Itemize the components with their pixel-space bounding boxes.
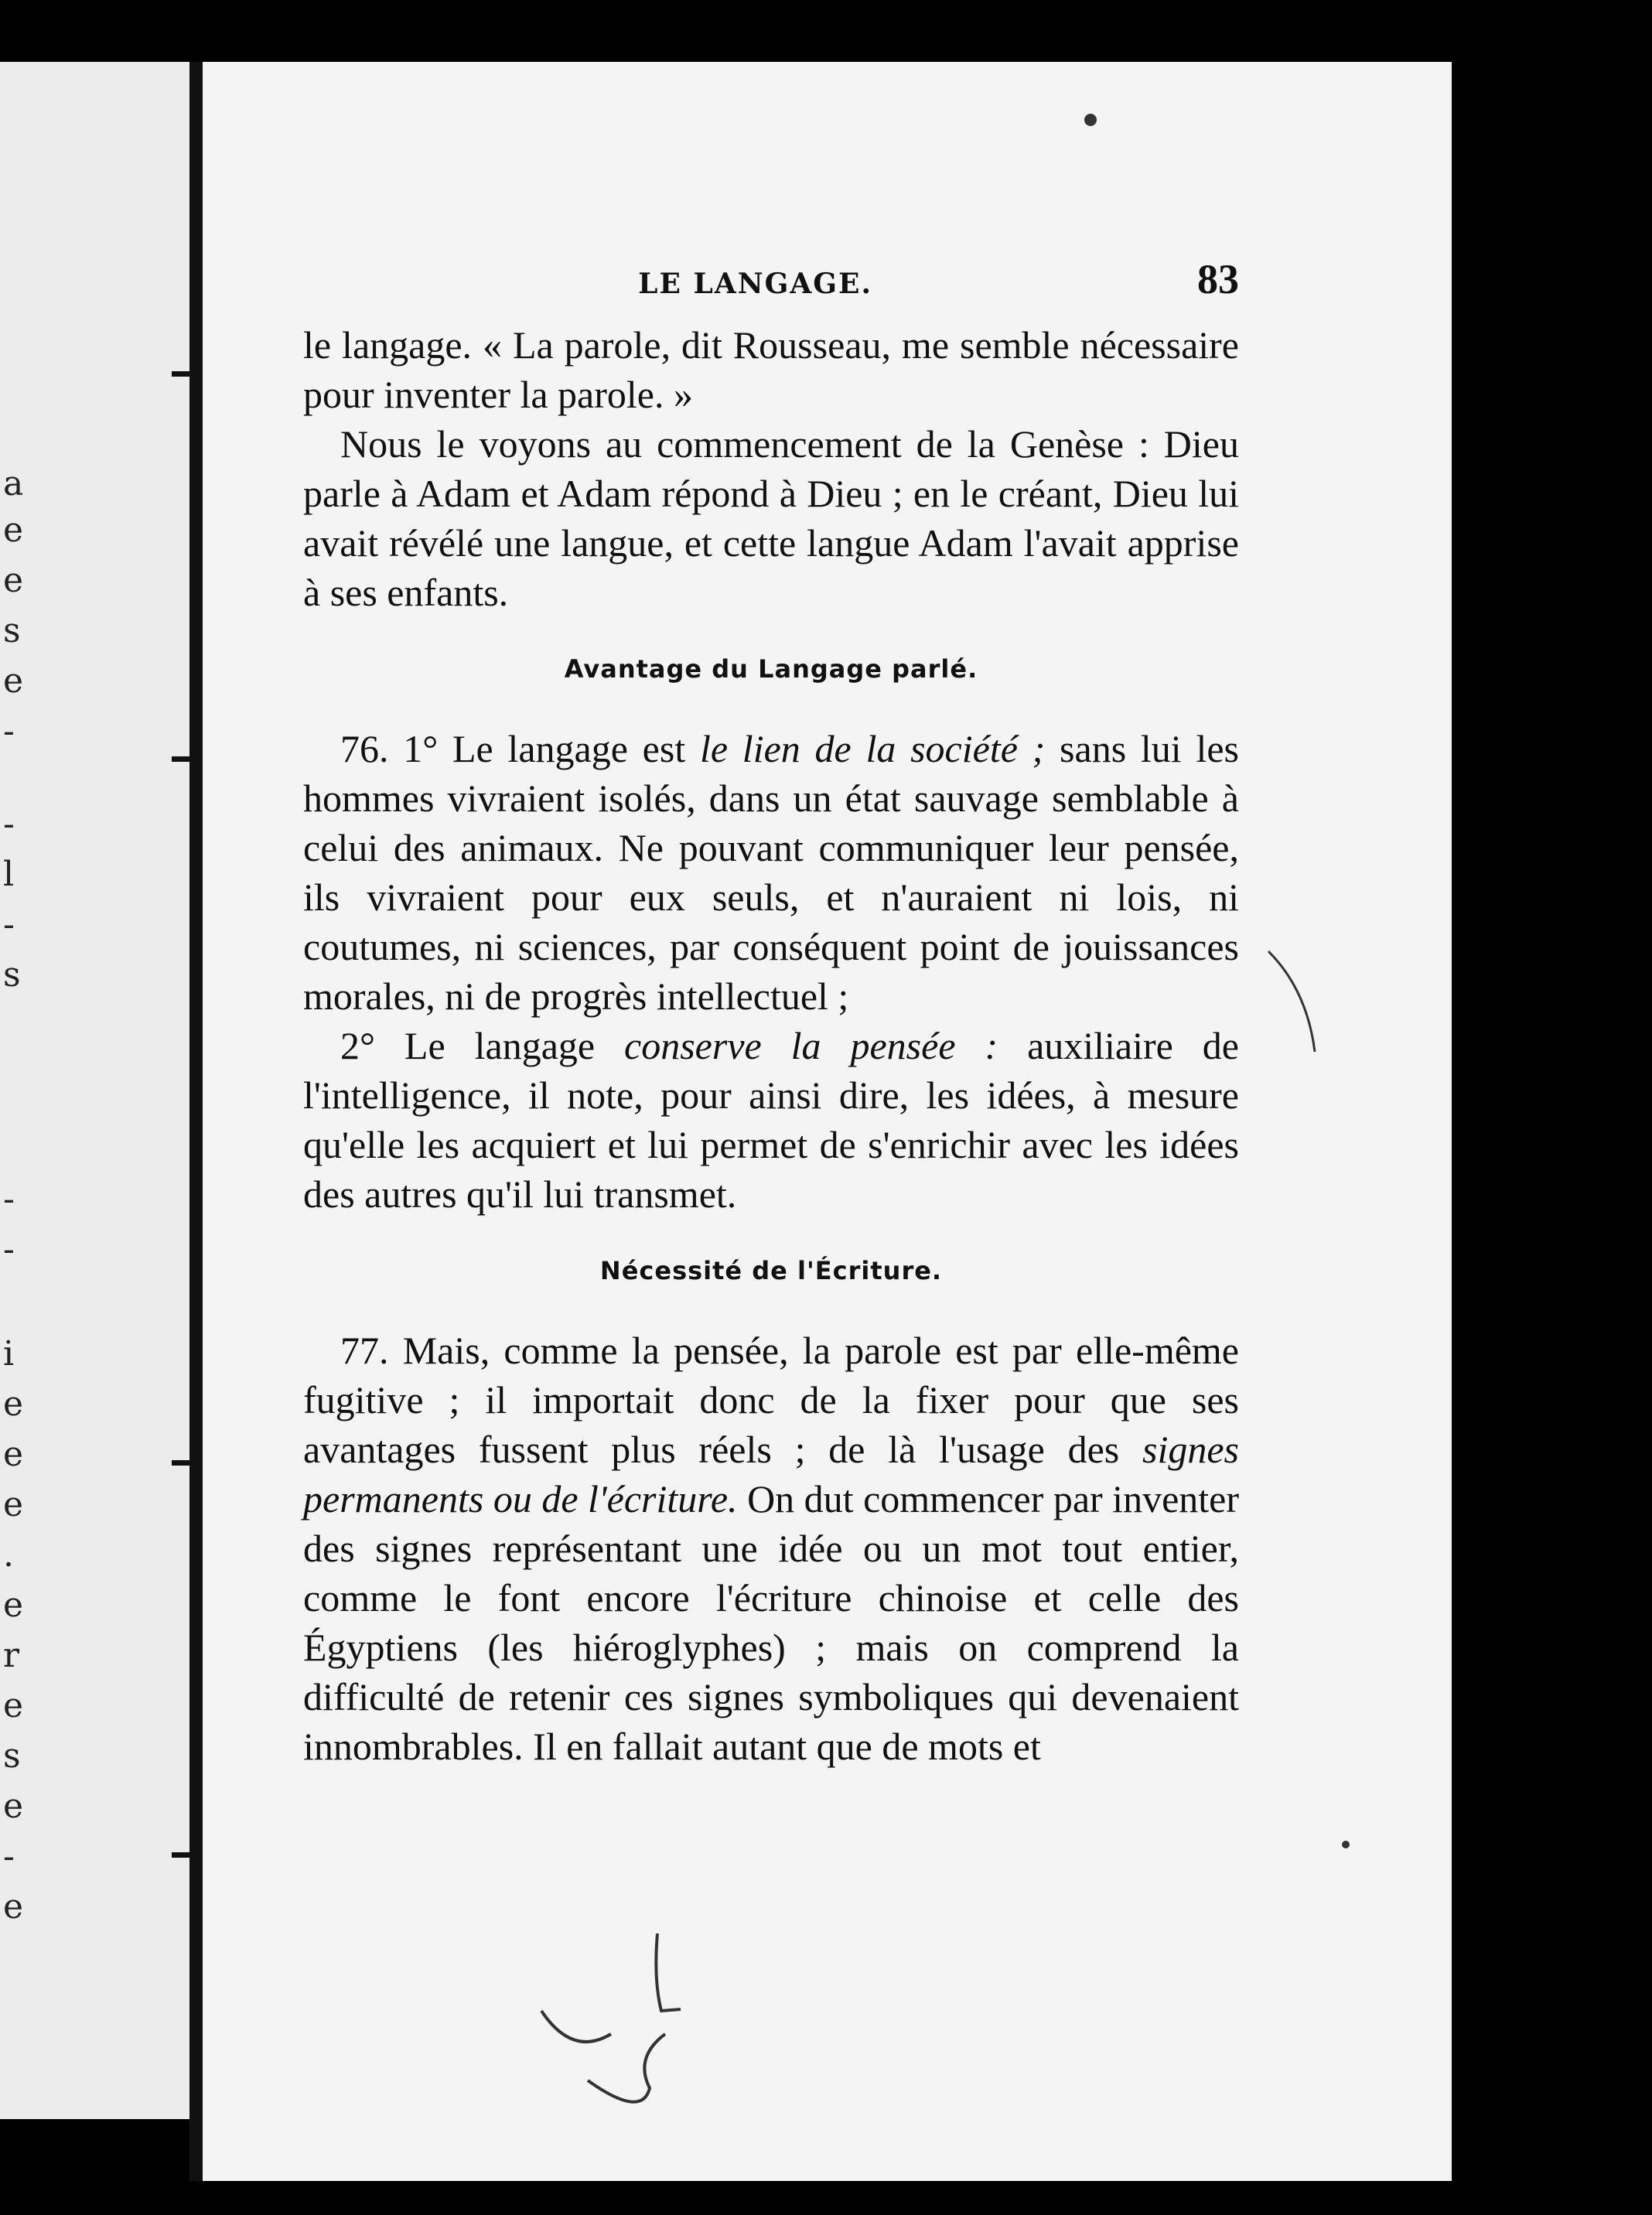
left-page-edge-text: [3, 62, 26, 2119]
edge-letter: i: [3, 1334, 15, 1374]
paragraph-text: 76. 1° Le langage est: [340, 727, 700, 770]
section-heading: Avantage du Langage parlé.: [564, 654, 978, 684]
edge-letter: -: [3, 712, 15, 751]
edge-letter: r: [3, 1636, 20, 1675]
page-number: 83: [1197, 256, 1239, 302]
emphasis-text: conserve la pensée :: [624, 1024, 998, 1067]
section-heading: Nécessité de l'Écriture.: [599, 1256, 943, 1285]
edge-letter: -: [3, 1179, 15, 1219]
edge-letter: e: [3, 1485, 24, 1524]
running-title: LE LANGAGE.: [638, 268, 872, 300]
book-gutter-binding: [189, 62, 203, 2181]
edge-letter: e: [3, 1686, 24, 1725]
edge-letter: e: [3, 1384, 24, 1424]
paragraph-text: 2° Le langage: [340, 1024, 625, 1067]
left-page-fragment: [0, 62, 189, 2119]
emphasis-text: signes permanents ou de l'écriture.: [303, 1428, 1239, 1520]
edge-letter: e: [3, 1787, 24, 1826]
edge-letter: .: [3, 1535, 14, 1575]
edge-letter: -: [3, 1230, 15, 1269]
edge-letter: s: [3, 1736, 21, 1776]
paragraph: Nous le voyons au commencement de la Genèse : Dieu parle à Adam et Adam répond à Dieu ; en le créant, Dieu lui avait révélé une langue, et cette langue Adam l'avait apprise à ses enfants.: [303, 422, 1239, 614]
edge-letter: e: [3, 561, 24, 600]
paragraph-continuation: le langage. « La parole, dit Rousseau, me semble nécessaire pour inventer la parole. »: [303, 323, 1239, 416]
paragraph-text: 77. Mais, comme la pensée, la parole est par elle-même fugitive ; il importait donc de la fixer pour que ses avantages fussent plus réels ; de là l'usage des: [303, 1329, 1239, 1471]
paragraph-text: On dut commencer par inventer des signes représentant une idée ou un mot tout entier, comme le font encore l'écriture chinoise et celle des Égyptiens (les hiéroglyphes) ; mais on comprend la difficulté de retenir ces signes symboliques qui devenaient innombrables. Il en fallait autant que de mots et: [303, 1477, 1239, 1768]
edge-letter: e: [3, 1887, 24, 1927]
edge-letter: e: [3, 661, 24, 701]
edge-letter: e: [3, 510, 24, 550]
paragraph-77: [303, 1326, 1239, 1771]
edge-letter: -: [3, 804, 15, 844]
edge-letter: -: [3, 905, 15, 944]
paragraph-text: auxiliaire de l'intelligence, il note, pour ainsi dire, les idées, à mesure qu'elle les acquiert et lui permet de s'enrichir avec les idées des autres qu'il lui transmet.: [303, 1024, 1239, 1216]
edge-letter: e: [3, 1435, 24, 1474]
edge-letter: s: [3, 955, 21, 995]
edge-letter: -: [3, 1837, 15, 1876]
page-content: [303, 255, 1239, 1771]
paragraph-76-2: [303, 1021, 1239, 1219]
edge-letter: e: [3, 1585, 24, 1625]
edge-letter: a: [3, 464, 24, 503]
paragraph-76: [303, 724, 1239, 1021]
running-header: [303, 255, 1239, 317]
paragraph-text: sans lui les hommes vivraient isolés, dans un état sauvage semblable à celui des animaux. Ne pouvant communiquer leur pensée, ils vivraient pour eux seuls, et n'auraient ni lois, ni coutumes, ni sciences, par conséquent point de jouissances morales, ni de progrès intellectuel ;: [303, 727, 1239, 1018]
edge-letter: s: [3, 611, 21, 650]
emphasis-text: le lien de la société ;: [699, 727, 1046, 770]
edge-letter: l: [3, 855, 15, 894]
